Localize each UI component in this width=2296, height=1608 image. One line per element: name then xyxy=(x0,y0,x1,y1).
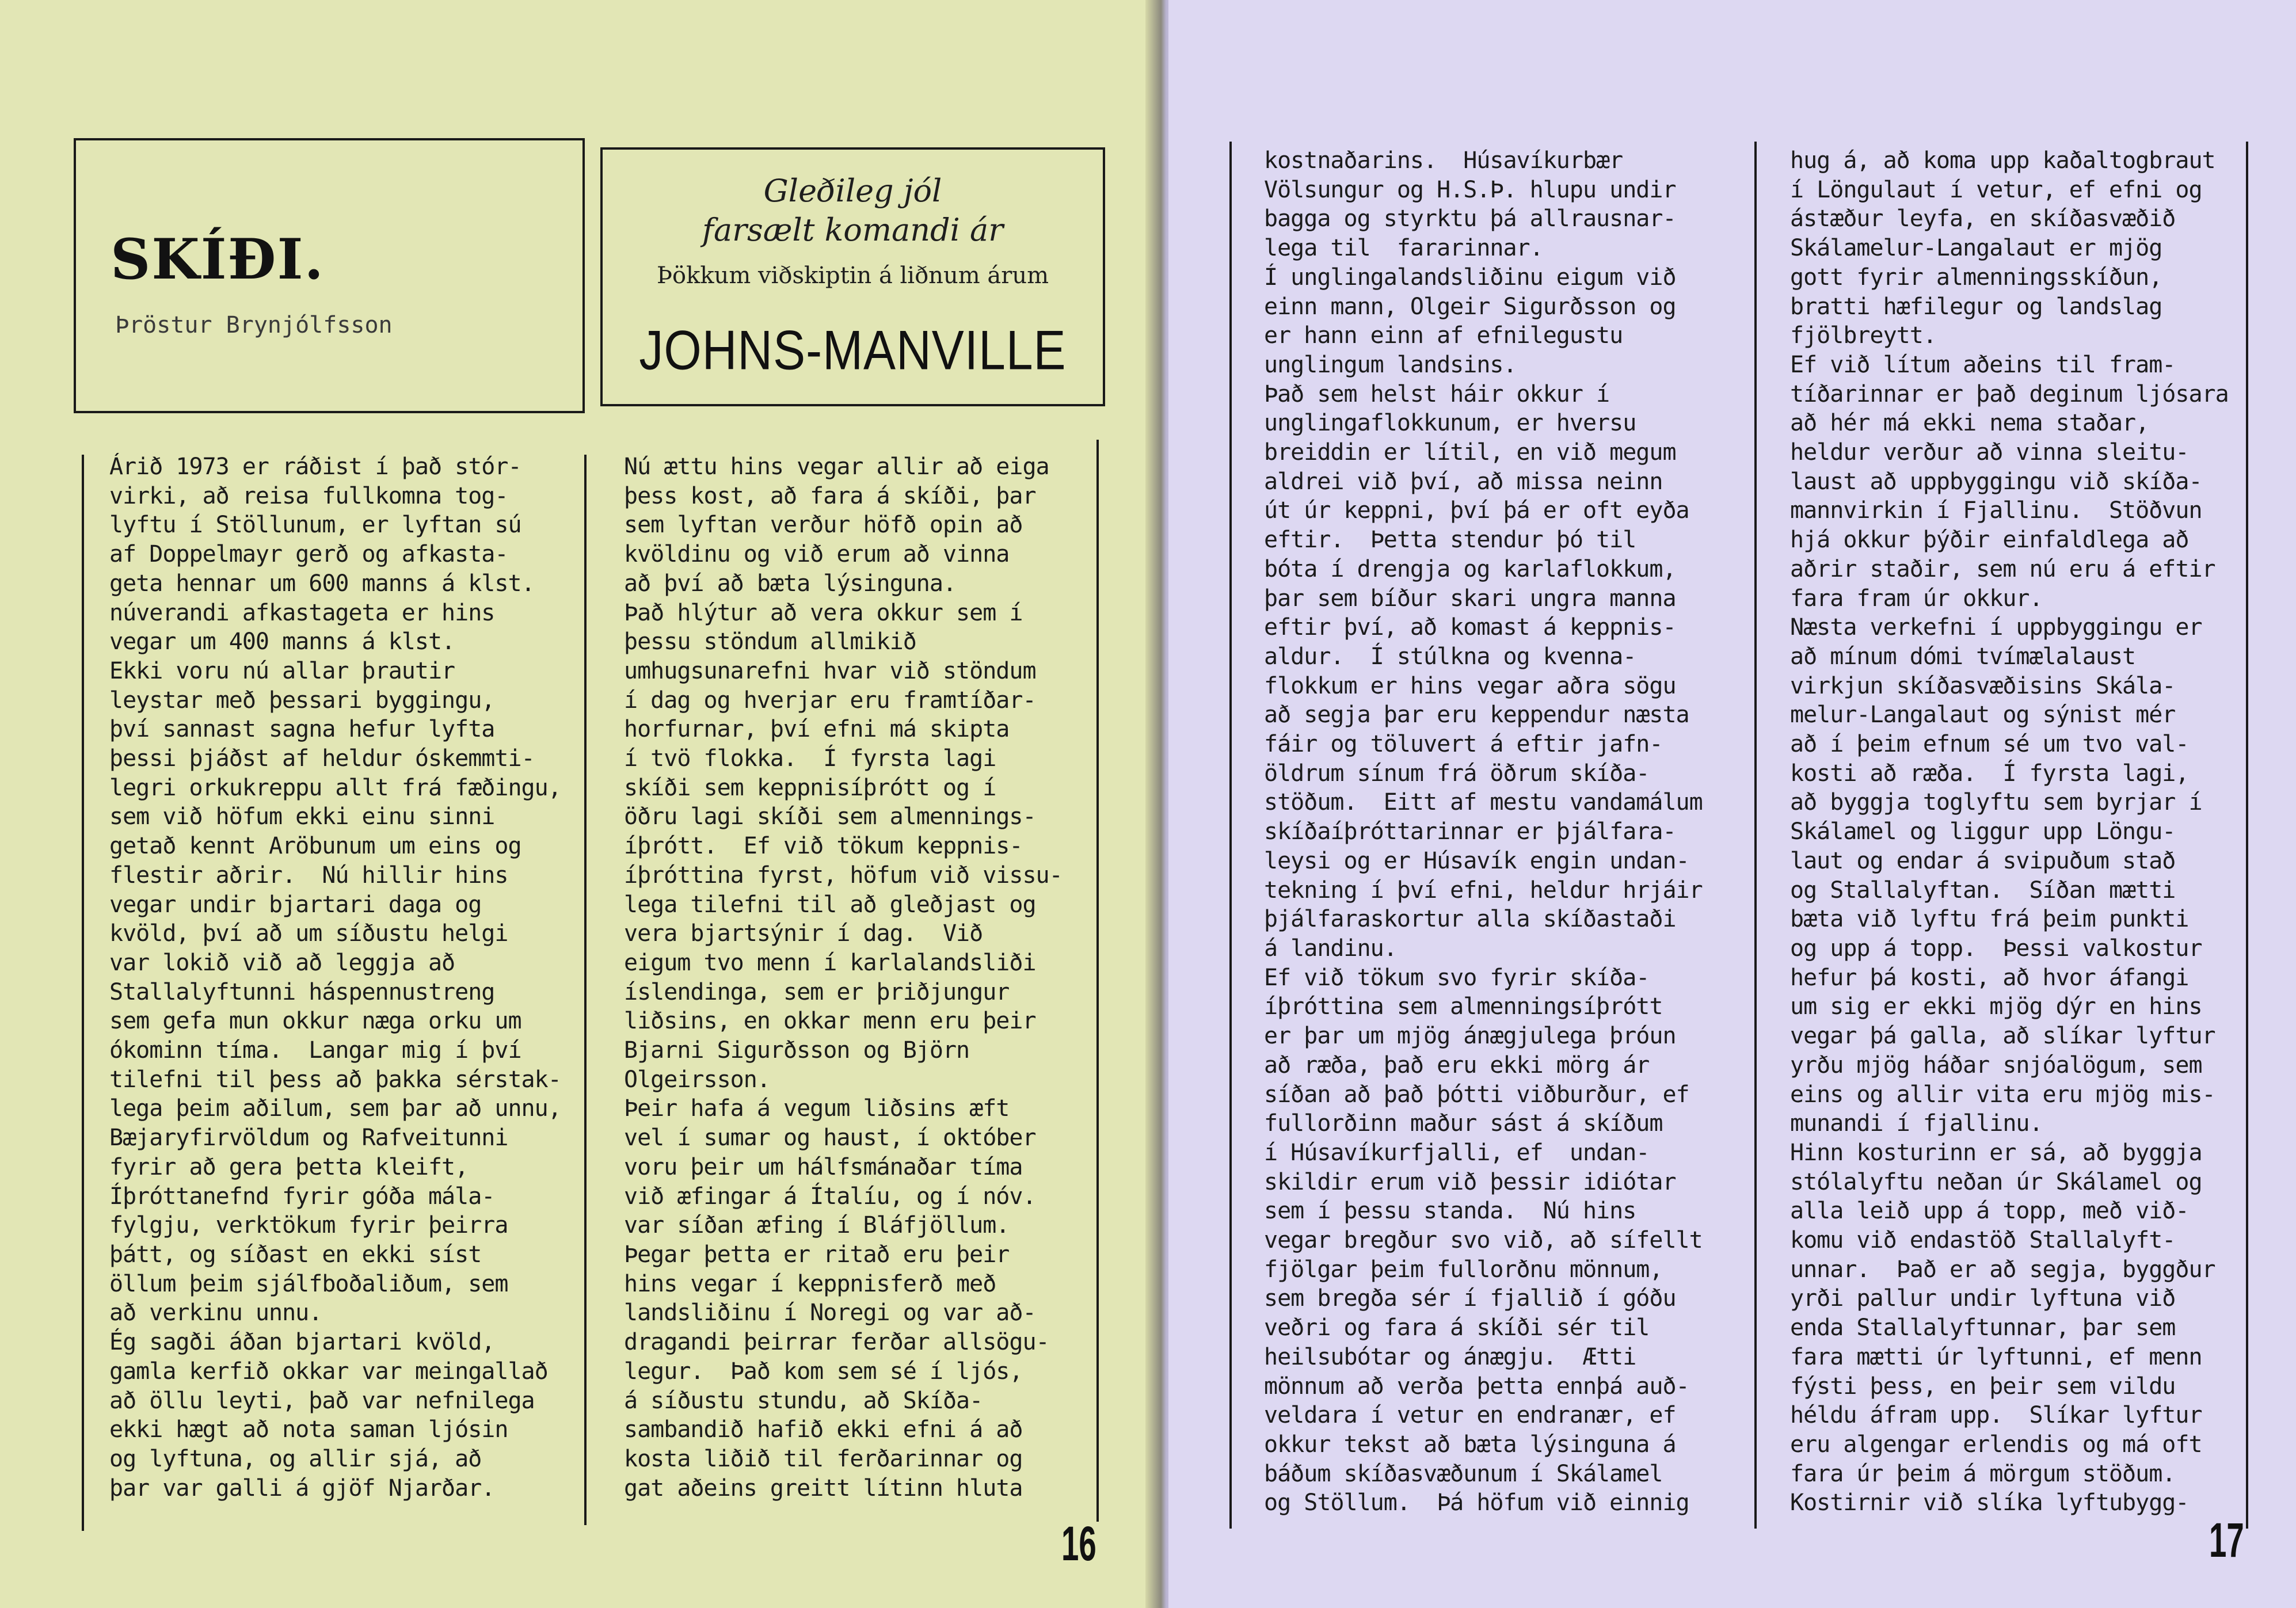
text-line: Olgeirsson. xyxy=(624,1066,770,1093)
text-line: fylgju, verktökum fyrir þeirra xyxy=(109,1212,508,1239)
text-line: Ef við lítum aðeins til fram- xyxy=(1790,351,2176,378)
text-line: að ræða, það eru ekki mörg ár xyxy=(1264,1051,1650,1079)
text-line: sem gefa mun okkur næga orku um xyxy=(109,1008,521,1035)
column-rule-right xyxy=(1096,440,1099,1522)
text-line: fýsti þess, en þeir sem vildu xyxy=(1790,1373,2176,1400)
ad-brand: JOHNS-MANVILLE xyxy=(639,318,1067,381)
text-line: vegar þá galla, að slíkar lyftur xyxy=(1790,1023,2215,1050)
text-line: aðrir staðir, sem nú eru á eftir xyxy=(1790,555,2215,582)
text-line: vegar undir bjartari daga og xyxy=(109,891,482,918)
text-line: hug á, að koma upp kaðaltogbraut xyxy=(1790,147,2215,174)
text-line: Íþróttanefnd fyrir góða mála- xyxy=(109,1183,495,1210)
text-line: eigum tvo menn í karlalandsliði xyxy=(624,949,1036,976)
text-line: að hér má ekki nema staðar, xyxy=(1790,410,2149,437)
text-line: er þar um mjög ánægjulega þróun xyxy=(1264,1023,1676,1050)
text-line: Í unglingalandsliðinu eigum við xyxy=(1264,264,1676,291)
text-line: lega tilefni til að gleðjast og xyxy=(624,891,1036,918)
text-line: virki, að reisa fullkomna tog- xyxy=(109,482,508,509)
text-line: flestir aðrir. Nú hillir hins xyxy=(109,862,508,889)
text-line: mönnum að verða þetta ennþá auð- xyxy=(1264,1373,1689,1400)
text-column-3 xyxy=(1264,146,1703,1518)
text-line: bæta við lyftu frá þeim punkti xyxy=(1790,906,2189,933)
text-line: unnar. Það er að segja, byggður xyxy=(1790,1256,2215,1283)
text-line: Það sem helst háir okkur í xyxy=(1264,380,1610,407)
text-line: virkjun skíðasvæðisins Skála- xyxy=(1790,672,2176,699)
text-line: heilsubótar og ánægju. Ætti xyxy=(1264,1343,1636,1370)
text-line: legri orkukreppu allt frá fæðingu, xyxy=(109,774,561,801)
text-line: fara úr þeim á mörgum stöðum. xyxy=(1790,1460,2176,1487)
text-line: fara fram úr okkur. xyxy=(1790,585,2043,612)
text-line: mannvirkin í Fjallinu. Stöðvun xyxy=(1790,497,2202,524)
text-line: leystar með þessari byggingu, xyxy=(109,687,495,714)
text-line: komu við endastöð Stallalyft- xyxy=(1790,1227,2176,1254)
text-line: lega þeim aðilum, sem þar að unnu, xyxy=(109,1095,561,1122)
text-line: aldur. Í stúlkna og kvenna- xyxy=(1264,643,1636,670)
text-line: lega til fararinnar. xyxy=(1264,235,1543,262)
text-line: vegar bregður svo við, að sífellt xyxy=(1264,1227,1703,1254)
text-line: gamla kerfið okkar var meingallað xyxy=(109,1358,548,1385)
text-line: að í þeim efnum sé um tvo val- xyxy=(1790,731,2189,758)
text-line: ekki hægt að nota saman ljósin xyxy=(109,1416,508,1443)
text-line: vera bjartsýnir í dag. Við xyxy=(624,920,983,947)
text-line: Hinn kosturinn er sá, að byggja xyxy=(1790,1139,2202,1166)
text-line: héldu áfram upp. Slíkar lyftur xyxy=(1790,1402,2202,1429)
right-page xyxy=(1168,0,2296,1608)
text-line: um sig er ekki mjög dýr en hins xyxy=(1790,993,2202,1020)
ad-greeting-line2: farsælt komandi ár xyxy=(702,212,1004,248)
text-line: sem lyftan verður höfð opin að xyxy=(624,512,1023,539)
text-line: enda Stallalyftunnar, þar sem xyxy=(1790,1314,2176,1342)
text-line: og Stallalyftan. Síðan mætti xyxy=(1790,877,2176,904)
text-line: báðum skíðasvæðunum í Skálamel xyxy=(1264,1460,1663,1487)
title-box xyxy=(74,138,585,413)
text-line: Árið 1973 er ráðist í það stór- xyxy=(109,454,521,480)
text-line: fara mætti úr lyftunni, ef menn xyxy=(1790,1343,2202,1370)
text-line: þessu stöndum allmikið xyxy=(624,628,916,656)
text-line: Nú ættu hins vegar allir að eiga xyxy=(624,454,1049,480)
text-line: Þeir hafa á vegum liðsins æft xyxy=(624,1095,1010,1122)
text-column-2 xyxy=(624,452,1063,1503)
text-line: sem við höfum ekki einu sinni xyxy=(109,803,495,830)
text-line: dragandi þeirrar ferðar allsögu- xyxy=(624,1329,1049,1356)
text-line: að því að bæta lýsinguna. xyxy=(624,570,957,597)
text-line: Það hlýtur að vera okkur sem í xyxy=(624,599,1023,626)
text-line: okkur tekst að bæta lýsinguna á xyxy=(1264,1431,1676,1458)
text-line: síðan að það þótti viðburður, ef xyxy=(1264,1081,1689,1108)
text-line: öðru lagi skíði sem almennings- xyxy=(624,803,1036,830)
text-line: bratti hæfilegur og landslag xyxy=(1790,293,2162,320)
text-line: legur. Það kom sem sé í ljós, xyxy=(624,1358,1023,1385)
text-line: út úr keppni, því þá er oft eyða xyxy=(1264,497,1689,524)
column-rule-right-page-right xyxy=(2246,142,2248,1529)
text-line: bagga og styrktu þá allrausnar- xyxy=(1264,205,1676,233)
text-line: í tvö flokka. Í fyrsta lagi xyxy=(624,745,996,772)
text-line: Völsungur og H.S.Þ. hlupu undir xyxy=(1264,176,1676,203)
text-line: var lokið við að leggja að xyxy=(109,949,455,976)
text-line: eins og allir vita eru mjög mis- xyxy=(1790,1081,2215,1108)
article-title: SKÍÐI. xyxy=(111,227,325,292)
text-line: þátt, og síðast en ekki síst xyxy=(109,1241,482,1268)
text-line: vel í sumar og haust, í október xyxy=(624,1125,1036,1152)
text-line: á landinu. xyxy=(1264,935,1397,962)
article-author: Þröstur Brynjólfsson xyxy=(115,312,393,338)
text-line: stöðum. Eitt af mestu vandamálum xyxy=(1264,789,1703,816)
text-line: geta hennar um 600 manns á klst. xyxy=(109,570,535,597)
text-line: að verkinu unnu. xyxy=(109,1300,322,1327)
text-line: sambandið hafið ekki efni á að xyxy=(624,1416,1023,1443)
text-line: hjá okkur þýðir einfaldlega að xyxy=(1790,527,2189,554)
text-line: kosti að ræða. Í fyrsta lagi, xyxy=(1790,760,2189,787)
text-line: tilefni til þess að þakka sérstak- xyxy=(109,1066,561,1093)
text-line: yrði pallur undir lyftuna við xyxy=(1790,1285,2176,1312)
text-line: einn mann, Olgeir Sigurðsson og xyxy=(1264,293,1676,320)
text-line: því sannast sagna hefur lyfta xyxy=(109,716,495,743)
text-line: Ekki voru nú allar þrautir xyxy=(109,657,455,684)
text-line: landsliðinu í Noregi og var að- xyxy=(624,1300,1036,1327)
text-line: eftir. Þetta stendur þó til xyxy=(1264,527,1636,554)
text-line: voru þeir um hálfsmánaðar tíma xyxy=(624,1153,1023,1180)
text-line: í Löngulaut í vetur, ef efni og xyxy=(1790,176,2202,203)
text-line: veðri og fara á skíði sér til xyxy=(1264,1314,1650,1342)
text-line: kosta liðið til ferðarinnar og xyxy=(624,1445,1023,1472)
text-line: melur-Langalaut og sýnist mér xyxy=(1790,702,2176,729)
text-line: íþrótt. Ef við tökum keppnis- xyxy=(624,833,1023,860)
text-line: Stallalyftunni háspennustreng xyxy=(109,978,495,1005)
text-line: laust að uppbyggingu við skíða- xyxy=(1790,468,2202,495)
text-line: munandi í fjallinu. xyxy=(1790,1110,2043,1137)
text-line: í dag og hverjar eru framtíðar- xyxy=(624,687,1036,714)
text-line: leysi og er Húsavík engin undan- xyxy=(1264,847,1689,874)
text-line: að mínum dómi tvímælalaust xyxy=(1790,643,2136,670)
text-line: umhugsunarefni hvar við stöndum xyxy=(624,657,1036,684)
text-line: Kostirnir við slíka lyftubygg- xyxy=(1790,1489,2189,1516)
column-rule-right-page-middle xyxy=(1754,142,1757,1529)
text-line: öllum þeim sjálfboðaliðum, sem xyxy=(109,1270,508,1297)
text-line: á síðustu stundu, að Skíða- xyxy=(624,1387,983,1414)
column-rule-left xyxy=(82,455,84,1531)
text-line: fjölgar þeim fullorðnu mönnum, xyxy=(1264,1256,1663,1283)
text-line: íslendinga, sem er þriðjungur xyxy=(624,978,1010,1005)
text-line: íþróttina sem almenningsíþrótt xyxy=(1264,993,1663,1020)
text-line: þess kost, að fara á skíði, þar xyxy=(624,482,1036,509)
text-column-1 xyxy=(109,452,561,1503)
text-line: lyftu í Stöllunum, er lyftan sú xyxy=(109,512,521,539)
advertisement-box xyxy=(600,147,1105,406)
page-number-left: 16 xyxy=(1061,1516,1096,1571)
text-line: og upp á topp. Þessi valkostur xyxy=(1790,935,2202,962)
text-line: yrðu mjög háðar snjóalögum, sem xyxy=(1790,1051,2202,1079)
text-line: Bjarni Sigurðsson og Björn xyxy=(624,1037,970,1064)
text-line: að segja þar eru keppendur næsta xyxy=(1264,702,1689,729)
text-line: þar var galli á gjöf Njarðar. xyxy=(109,1474,495,1502)
ad-thanks-line: Þökkum viðskiptin á liðnum árum xyxy=(656,262,1049,289)
page-number-right: 17 xyxy=(2209,1513,2244,1567)
text-line: í Húsavíkurfjalli, ef undan- xyxy=(1264,1139,1650,1166)
text-line: kvöldinu og við erum að vinna xyxy=(624,541,1010,568)
text-line: Skálamel og liggur upp Löngu- xyxy=(1790,818,2176,845)
text-line: að byggja toglyftu sem byrjar í xyxy=(1790,789,2202,816)
text-line: hins vegar í keppnisferð með xyxy=(624,1270,996,1297)
text-line: fáir og töluvert á eftir jafn- xyxy=(1264,731,1663,758)
text-line: Bæjaryfirvöldum og Rafveitunni xyxy=(109,1125,508,1152)
text-line: eftir því, að komast á keppnis- xyxy=(1264,614,1676,641)
ad-greeting-line1: Gleðileg jól xyxy=(763,173,942,209)
text-line: horfurnar, því efni má skipta xyxy=(624,716,1010,743)
text-line: unglingum landsins. xyxy=(1264,351,1517,378)
text-line: við æfingar á Ítalíu, og í nóv. xyxy=(624,1183,1036,1210)
text-line: gott fyrir almenningsskíðun, xyxy=(1790,264,2162,291)
text-line: er hann einn af efnilegustu xyxy=(1264,322,1623,349)
text-line: unglingaflokkunum, er hversu xyxy=(1264,410,1636,437)
text-line: Næsta verkefni í uppbyggingu er xyxy=(1790,614,2202,641)
text-line: ástæður leyfa, en skíðasvæðið xyxy=(1790,205,2176,233)
text-line: að öllu leyti, það var nefnilega xyxy=(109,1387,535,1414)
text-line: skíði sem keppnisíþrótt og í xyxy=(624,774,996,801)
text-line: þar sem bíður skari ungra manna xyxy=(1264,585,1676,612)
text-line: sem í þessu standa. Nú hins xyxy=(1264,1198,1636,1225)
text-column-4 xyxy=(1790,146,2229,1518)
text-line: Skálamelur-Langalaut er mjög xyxy=(1790,235,2162,262)
text-line: breiddin er lítil, en við megum xyxy=(1264,439,1676,466)
text-line: Ég sagði áðan bjartari kvöld, xyxy=(109,1329,495,1356)
text-line: gat aðeins greitt lítinn hluta xyxy=(624,1474,1023,1502)
text-line: sem bregða sér í fjallið í góðu xyxy=(1264,1285,1676,1312)
text-line: öldrum sínum frá öðrum skíða- xyxy=(1264,760,1650,787)
text-line: var síðan æfing í Bláfjöllum. xyxy=(624,1212,1010,1239)
text-line: flokkum er hins vegar aðra sögu xyxy=(1264,672,1676,699)
text-line: hefur þá kosti, að hvor áfangi xyxy=(1790,964,2189,991)
text-line: stólalyftu neðan úr Skálamel og xyxy=(1790,1168,2202,1195)
text-line: og lyftuna, og allir sjá, að xyxy=(109,1445,482,1472)
text-line: kostnaðarins. Húsavíkurbær xyxy=(1264,147,1623,174)
text-line: fjölbreytt. xyxy=(1790,322,1936,349)
text-line: vegar um 400 manns á klst. xyxy=(109,628,455,656)
text-line: getað kennt Aröbunum um eins og xyxy=(109,833,521,860)
text-line: Þegar þetta er ritað eru þeir xyxy=(624,1241,1010,1268)
text-line: heldur verður að vinna sleitu- xyxy=(1790,439,2189,466)
text-line: veldara í vetur en endranær, ef xyxy=(1264,1402,1676,1429)
text-line: Ef við tökum svo fyrir skíða- xyxy=(1264,964,1650,991)
text-line: alla leið upp á topp, með við- xyxy=(1790,1198,2189,1225)
text-line: skíðaíþróttarinnar er þjálfara- xyxy=(1264,818,1676,845)
text-line: tekning í því efni, heldur hrjáir xyxy=(1264,877,1703,904)
text-line: kvöld, því að um síðustu helgi xyxy=(109,920,508,947)
text-line: núverandi afkastageta er hins xyxy=(109,599,495,626)
text-line: eru algengar erlendis og má oft xyxy=(1790,1431,2202,1458)
text-line: aldrei við því, að missa neinn xyxy=(1264,468,1663,495)
text-line: tíðarinnar er það deginum ljósara xyxy=(1790,380,2229,407)
text-line: bóta í drengja og karlaflokkum, xyxy=(1264,555,1676,582)
text-line: fyrir að gera þetta kleift, xyxy=(109,1153,469,1180)
text-line: fullorðinn maður sást á skíðum xyxy=(1264,1110,1663,1137)
text-line: þessi þjáðst af heldur óskemmti- xyxy=(109,745,535,772)
text-line: þjálfaraskortur alla skíðastaði xyxy=(1264,906,1676,933)
text-line: liðsins, en okkar menn eru þeir xyxy=(624,1008,1036,1035)
column-rule-right-page-left xyxy=(1229,142,1232,1529)
text-line: íþróttina fyrst, höfum við vissu- xyxy=(624,862,1063,889)
column-rule-middle xyxy=(584,455,587,1525)
text-line: skildir erum við þessir idiótar xyxy=(1264,1168,1676,1195)
text-line: ókominn tíma. Langar mig í því xyxy=(109,1037,521,1064)
text-line: laut og endar á svipuðum stað xyxy=(1790,847,2176,874)
text-line: af Doppelmayr gerð og afkasta- xyxy=(109,541,508,568)
text-line: og Stöllum. Þá höfum við einnig xyxy=(1264,1489,1689,1516)
